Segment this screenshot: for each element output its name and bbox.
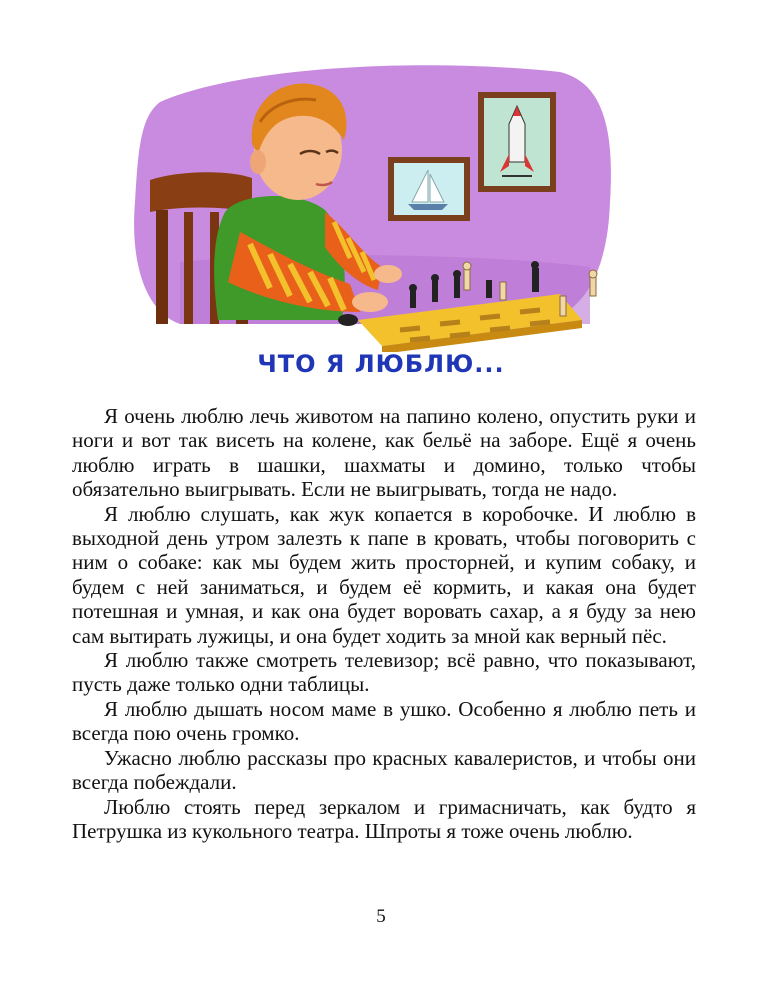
story-text [72, 404, 696, 843]
chapter-title: ЧТО Я ЛЮБЛЮ... [257, 350, 505, 378]
sailboat-picture [388, 157, 470, 221]
boy-playing-chess-illustration [120, 62, 620, 352]
paragraph: Я очень люблю лечь животом на папино колено, опустить руки и ноги и вот так висеть на колене, как бельё на заборе. Ещё я очень люблю играть в шашки, шахматы и домино, только чтобы обязательно выигрывать. Если не выигрывать, тогда не надо. [72, 404, 696, 502]
paragraph: Я люблю слушать, как жук копается в коробочке. И люблю в выходной день утром залезть к папе в кровать, чтобы поговорить с ним о собаке: как мы будем жить просторней, и купим собаку, и будем с ней заниматься, и будем её кормить, и какая она будет потешная и умная, и как она будет воровать сахар, а я буду за нею сам вытирать лужицы, и она будет ходить за мной как верный пёс. [72, 501, 696, 648]
paragraph: Я люблю дышать носом маме в ушко. Особенно я люблю петь и всегда пою очень громко. [72, 696, 696, 746]
page-number: 5 [376, 906, 386, 927]
paragraph: Ужасно люблю рассказы про красных кавалеристов, и чтобы они всегда побеждали. [72, 745, 696, 795]
paragraph: Я люблю также смотреть телевизор; всё равно, что показывают, пусть даже только одни таблицы. [72, 648, 696, 697]
paragraph: Люблю стоять перед зеркалом и гримасничать, как будто я Петрушка из кукольного театра. Шпроты я тоже очень люблю. [72, 794, 696, 843]
rocket-picture [478, 92, 556, 192]
